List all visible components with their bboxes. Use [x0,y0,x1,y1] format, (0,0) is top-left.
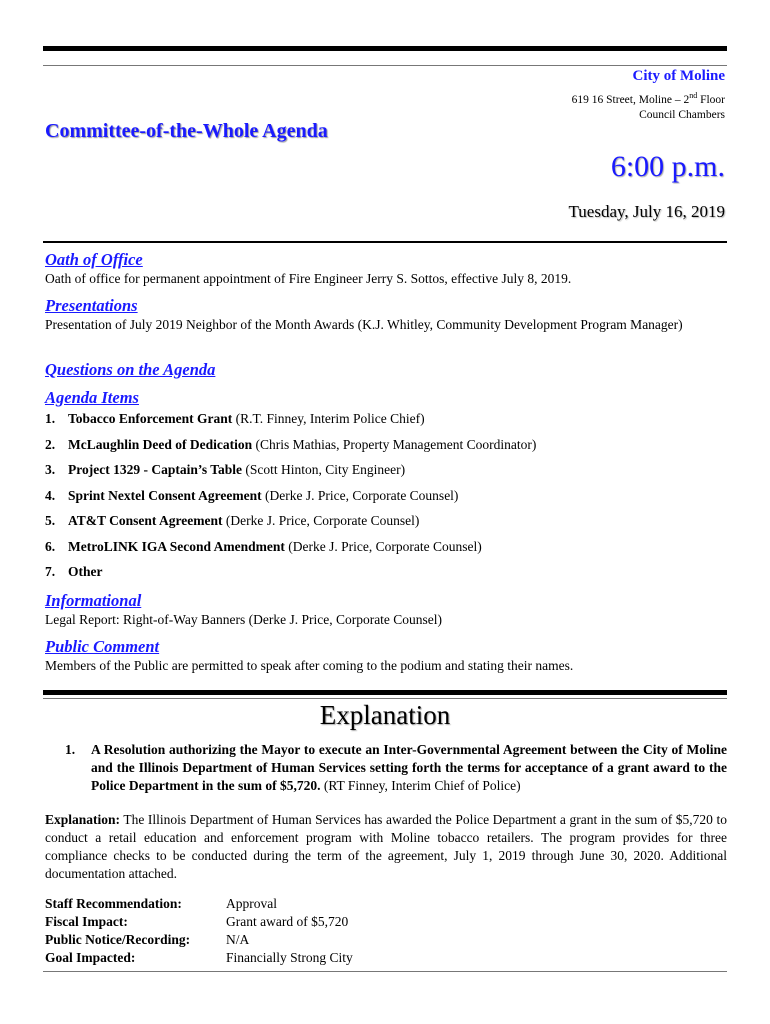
table-row [45,949,353,967]
table-row [45,895,353,913]
address-floor: Floor [697,93,725,106]
list-item [45,462,727,488]
presentations-text: Presentation of July 2019 Neighbor of the Month Awards (K.J. Whitley, Community Development Program Manager) [45,317,683,332]
section-public-comment [45,637,727,674]
list-item [45,539,727,565]
item-title: Sprint Nextel Consent Agreement [68,487,262,503]
item-number: 3. [45,462,56,477]
public-comment-text: Members of the Public are permitted to speak after coming to the podium and stating their names. [45,658,574,673]
list-item [45,437,727,463]
list-item [45,411,727,437]
city-name: City of Moline [632,68,725,84]
agenda-items-heading: Agenda Items [45,388,139,407]
explanation-thick-rule [43,690,727,695]
header-rule [43,241,727,243]
details-table [45,895,353,967]
list-item [45,564,727,590]
explanation-text: The Illinois Department of Human Services has awarded the Police Department a grant in the sum of $5,720 to conduct a retail education and enforcement program with Moline tobacco retailers. The program provides for three compliance checks to be conducted during the term of the agreement, July 1, 2019 through June 30, 2020. Additional documentation attached. [45,812,727,881]
public-comment-heading: Public Comment [45,637,160,656]
section-questions [45,360,727,380]
detail-key: Fiscal Impact: [45,914,128,929]
item-number: 5. [45,513,56,528]
meeting-time: 6:00 p.m. [610,150,725,183]
item-detail: (Derke J. Price, Corporate Counsel) [222,513,420,528]
item-number: 1. [45,411,56,426]
item-title: AT&T Consent Agreement [68,513,223,528]
address-line-1 [572,88,725,108]
item-number: 2. [45,436,56,452]
detail-key: Goal Impacted: [45,950,136,965]
agenda-title: Committee-of-the-Whole Agenda [45,120,328,142]
informational-heading: Informational [45,591,142,610]
table-row [45,931,353,949]
resolution-presenter: (RT Finney, Interim Chief of Police) [320,778,521,793]
section-presentations [45,296,727,333]
section-agenda-items [45,388,727,408]
item-number: 6. [45,538,56,554]
detail-value: Financially Strong City [226,950,353,965]
resolution-item [65,741,727,795]
resolution-title: A Resolution authorizing the Mayor to execute an Inter-Governmental Agreement between the City of Moline and the Illinois Department of Human Services setting forth the terms for acceptance of a grant award to the Police Department in the sum of $5,720. [91,742,727,793]
explanation-label: Explanation: [45,812,121,827]
item-number: 4. [45,487,56,503]
resolution-number: 1. [65,742,76,757]
explanation-thin-rule [43,698,727,699]
address-line-2: Council Chambers [639,108,725,121]
meeting-date: Tuesday, July 16, 2019 [568,202,725,221]
item-title: Project 1329 - Captain’s Table [68,462,242,477]
item-title: Tobacco Enforcement Grant [68,411,233,426]
oath-heading: Oath of Office [45,250,143,269]
detail-value: Grant award of $5,720 [226,914,349,929]
section-oath [45,250,727,287]
list-item [45,513,727,539]
top-thick-rule [43,46,727,51]
address-sup: nd [689,91,698,100]
explanation-title: Explanation [319,700,451,730]
presentations-heading: Presentations [45,296,138,315]
address-block [572,88,725,123]
section-informational [45,591,727,628]
detail-key: Staff Recommendation: [45,896,182,911]
item-detail: (Scott Hinton, City Engineer) [242,462,406,477]
item-detail: (Derke J. Price, Corporate Counsel) [261,487,459,503]
item-detail: (R.T. Finney, Interim Police Chief) [232,411,425,426]
oath-text: Oath of office for permanent appointment of Fire Engineer Jerry S. Sottos, effective July 8, 2019. [45,271,572,286]
detail-value: N/A [226,932,250,947]
address-street: 619 16 Street, Moline – 2 [571,93,690,106]
item-title: Other [68,564,103,579]
list-item [45,488,727,514]
informational-text: Legal Report: Right-of-Way Banners (Derke J. Price, Corporate Counsel) [45,612,443,627]
item-detail: (Derke J. Price, Corporate Counsel) [284,538,482,554]
item-title: MetroLINK IGA Second Amendment [68,538,285,554]
detail-value: Approval [226,896,277,911]
resolution-text [91,741,727,795]
bottom-rule [43,971,727,972]
agenda-items-list [45,411,727,590]
explanation-body [45,811,727,883]
detail-key: Public Notice/Recording: [45,932,191,947]
table-row [45,913,353,931]
top-thin-rule [43,65,727,66]
item-title: McLaughlin Deed of Dedication [68,436,253,452]
item-detail: (Chris Mathias, Property Management Coordinator) [252,436,537,452]
item-number: 7. [45,564,56,579]
questions-heading: Questions on the Agenda [45,360,216,379]
